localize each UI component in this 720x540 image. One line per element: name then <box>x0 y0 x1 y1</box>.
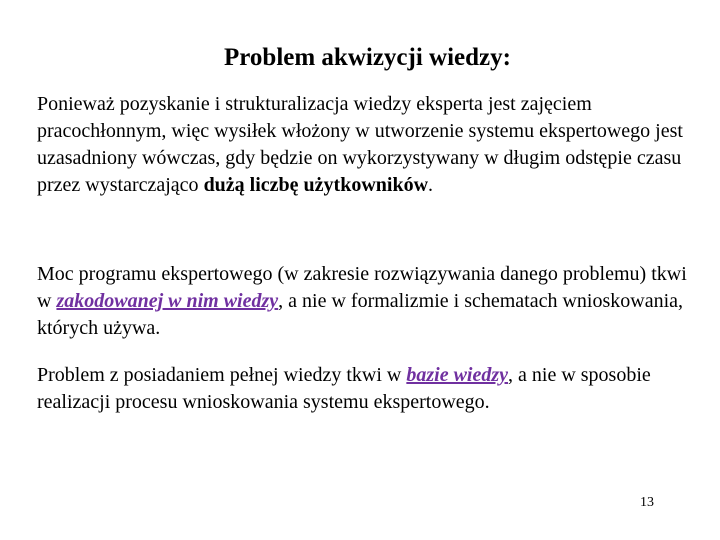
slide-title: Problem akwizycji wiedzy: <box>224 44 511 71</box>
emphasis-encoded-knowledge: zakodowanej w nim wiedzy <box>56 290 279 312</box>
paragraph-knowledge-base <box>37 362 697 416</box>
paragraph-knowledge-base-text: Problem z posiadaniem pełnej wiedzy tkwi w <box>37 364 407 386</box>
paragraph-effort-text: Ponieważ pozyskanie i strukturalizacja wiedzy eksperta jest zajęciem pracochłonnym, więc wysiłek włożony w utworzenie systemu ekspertowego jest uzasadniony wówczas, gdy będzie on wykorzystywany w długim odstępie czasu przez wystarczająco <box>37 93 683 196</box>
paragraph-power-text: Moc programu ekspertowego (w zakresie rozwiązywania danego problemu) tkwi w <box>37 263 687 312</box>
paragraph-effort <box>37 91 697 199</box>
bold-phrase-users: dużą liczbę użytkowników <box>203 174 429 196</box>
paragraph-power-end: , a nie w formalizmie i schematach wnioskowania, których używa. <box>37 290 684 339</box>
paragraph-knowledge-base-end: , a nie w sposobie realizacji procesu wnioskowania systemu ekspertowego. <box>37 364 651 413</box>
paragraph-power <box>37 261 697 342</box>
paragraph-effort-end: . <box>428 174 434 196</box>
emphasis-knowledge-base: bazie wiedzy <box>406 364 509 386</box>
page-number: 13 <box>640 495 654 510</box>
